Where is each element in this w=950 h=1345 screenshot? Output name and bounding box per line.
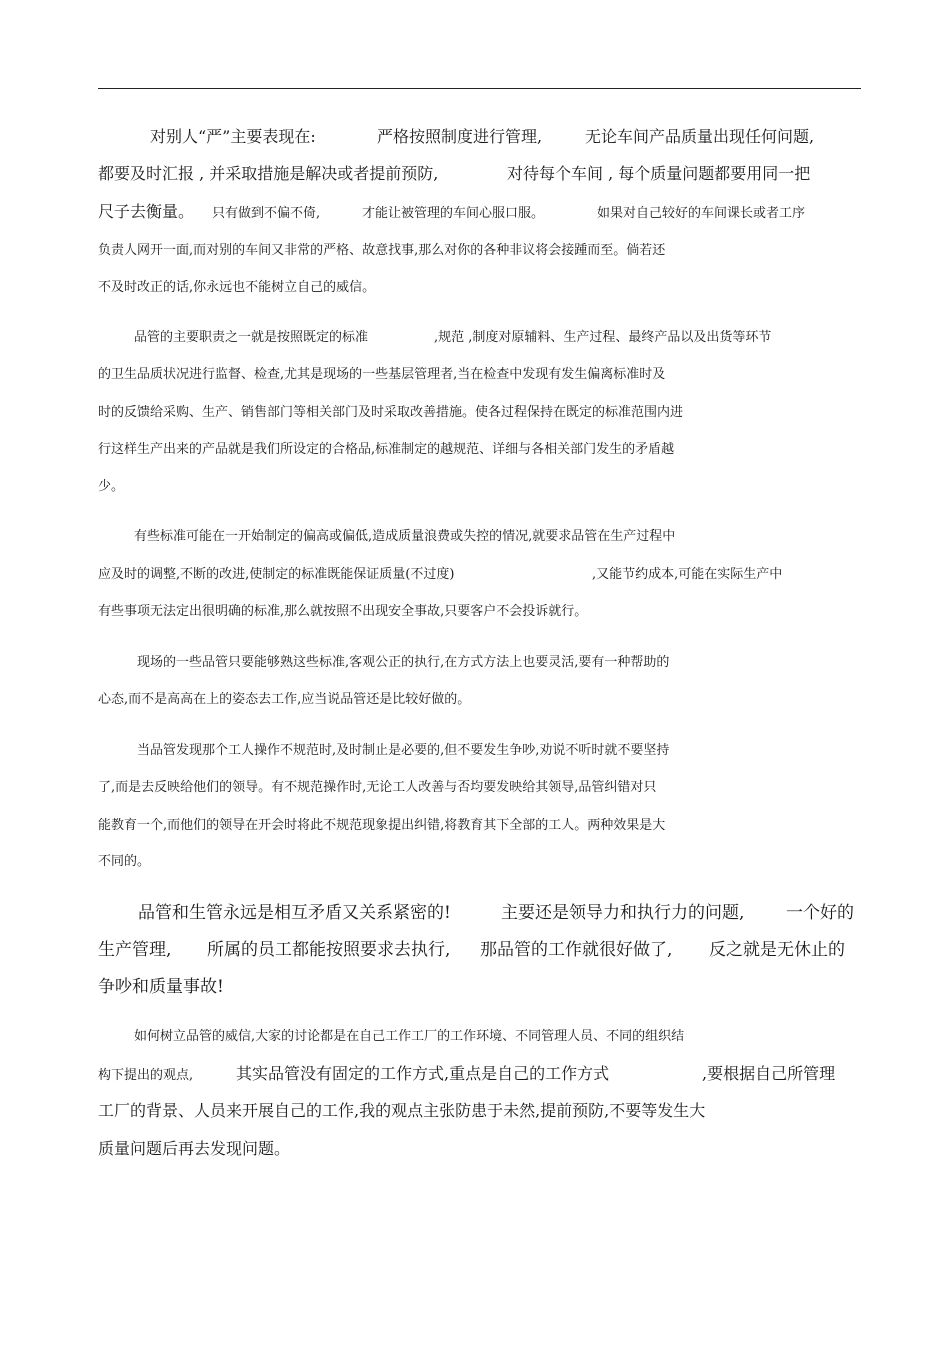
text-segment: 行这样生产出来的产品就是我们所设定的合格品,标准制定的越规范、详细与各相关部门发生的矛盾越 [98, 442, 675, 457]
text-segment: 品管的主要职责之一就是按照既定的标准 [134, 330, 369, 345]
text-segment: 生产管理, [98, 940, 172, 960]
text-segment: 对待每个车间 , 每个质量问题都要用同一把 [507, 164, 811, 183]
text-segment: 一个好的 [786, 903, 854, 923]
text-segment: 心态,而不是高高在上的姿态去工作,应当说品管还是比较好做的。 [98, 692, 471, 707]
text-segment: 了,而是去反映给他们的领导。有不规范操作时,无论工人改善与否均要发映给其领导,品管纠错对只 [98, 780, 657, 795]
text-segment: 能教育一个,而他们的领导在开会时将此不规范现象提出纠错,将教育其下全部的工人。两种效果是大 [98, 818, 666, 833]
text-segment: 不及时改正的话,你永远也不能树立自己的威信。 [98, 280, 376, 295]
text-segment: 工厂的背景、人员来开展自己的工作,我的观点主张防患于未然,提前预防,不要等发生大 [98, 1101, 706, 1120]
text-segment: ,又能节约成本,可能在实际生产中 [592, 567, 783, 582]
text-segment: 现场的一些品管只要能够熟这些标准,客观公正的执行,在方式方法上也要灵活,要有一种帮助的 [137, 655, 670, 670]
text-segment: 都要及时汇报 , 并采取措施是解决或者提前预防, [98, 164, 439, 183]
text-segment: 所属的员工都能按照要求去执行, [207, 940, 451, 960]
text-segment: 严格按照制度进行管理, [377, 127, 543, 146]
text-segment: 只有做到不偏不倚, [212, 206, 321, 221]
text-segment: 无论车间产品质量出现任何问题, [585, 127, 815, 146]
text-segment: 如果对自己较好的车间课长或者工序 [597, 206, 806, 221]
text-segment: 不同的。 [98, 854, 151, 869]
text-segment: 对别人“严”主要表现在: [150, 127, 316, 146]
text-segment: 主要还是领导力和执行力的问题, [501, 903, 745, 923]
text-segment: 反之就是无休止的 [709, 940, 845, 960]
text-segment: 的卫生品质状况进行监督、检查,尤其是现场的一些基层管理者,当在检查中发现有发生偏离标准时及 [98, 367, 666, 382]
header-rule [98, 88, 861, 89]
text-segment: 质量问题后再去发现问题。 [98, 1139, 291, 1158]
text-segment: ,要根据自己所管理 [702, 1064, 836, 1083]
text-segment: 那品管的工作就很好做了, [480, 940, 673, 960]
text-segment: 有些事项无法定出很明确的标准,那么就按照不出现安全事故,只要客户不会投诉就行。 [98, 604, 588, 619]
text-segment: 尺子去衡量。 [98, 202, 195, 221]
text-segment: 有些标准可能在一开始制定的偏高或偏低,造成质量浪费或失控的情况,就要求品管在生产过程中 [134, 529, 676, 544]
text-segment: 当品管发现那个工人操作不规范时,及时制止是必要的,但不要发生争吵,劝说不听时就不要坚持 [137, 743, 670, 758]
text-segment: 少。 [98, 479, 125, 494]
text-segment: 构下提出的观点, [98, 1068, 194, 1083]
text-segment: 其实品管没有固定的工作方式,重点是自己的工作方式 [236, 1064, 610, 1083]
text-segment: 如何树立品管的威信,大家的讨论都是在自己工作工厂的工作环境、不同管理人员、不同的组织结 [134, 1029, 685, 1044]
text-segment: ,规范 ,制度对原辅料、生产过程、最终产品以及出货等环节 [434, 330, 772, 345]
text-segment: 才能让被管理的车间心服口服。 [362, 206, 545, 221]
text-segment: 争吵和质量事故! [98, 977, 224, 997]
text-segment: 时的反馈给采购、生产、销售部门等相关部门及时采取改善措施。使各过程保持在既定的标准范围内进 [98, 405, 684, 420]
text-segment: 应及时的调整,不断的改进,使制定的标准既能保证质量(不过度) [98, 567, 455, 582]
text-segment: 负责人网开一面,而对别的车间又非常的严格、故意找事,那么对你的各种非议将会接踵而至。倘若还 [98, 243, 666, 258]
text-segment: 品管和生管永远是相互矛盾又关系紧密的! [138, 903, 451, 923]
